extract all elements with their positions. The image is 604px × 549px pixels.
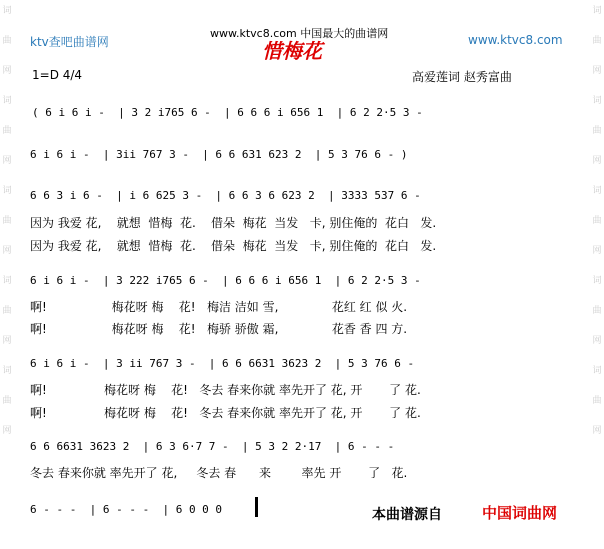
lyric-line-4b: 啊! 梅花呀 梅 花! 梅骄 骄傲 霜, 花香 香 四 方. — [30, 322, 408, 336]
watermark-char: 词 — [2, 366, 12, 376]
watermark-char: 词 — [592, 366, 602, 376]
watermark-char: 网 — [592, 246, 602, 256]
watermark-char: 曲 — [592, 306, 602, 316]
watermark-char: 网 — [2, 66, 12, 76]
source-brand: 中国词曲网 — [482, 504, 558, 522]
song-title: 惜梅花 — [262, 39, 322, 63]
left-watermark-column — [0, 0, 14, 549]
lyric-line-5a: 啊! 梅花呀 梅 花! 冬去 春来你就 率先开了 花, 开 了 花. — [30, 383, 421, 397]
score-line-3: 6 6 3 i 6 - | i 6 625 3 - | 6 6 3 6 623 2 | 3333 537 6 - — [30, 189, 421, 202]
source-label: 本曲谱源自 — [372, 507, 442, 523]
watermark-char: 曲 — [592, 216, 602, 226]
watermark-char: 曲 — [592, 36, 602, 46]
watermark-char: 词 — [592, 6, 602, 16]
score-line-4: 6 i 6 i - | 3 222 i765 6 - | 6 6 6 i 656 1 | 6 2 2·5 3 - — [30, 274, 421, 287]
watermark-char: 曲 — [2, 126, 12, 136]
score-line-2: 6 i 6 i - | 3ii 767 3 - | 6 6 631 623 2 | 5 3 76 6 - ) — [30, 148, 408, 161]
watermark-char: 网 — [2, 246, 12, 256]
lyric-line-4a: 啊! 梅花呀 梅 花! 梅洁 洁如 雪, 花红 红 似 火. — [30, 300, 408, 314]
watermark-char: 词 — [592, 276, 602, 286]
watermark-char: 网 — [2, 336, 12, 346]
watermark-char: 网 — [592, 426, 602, 436]
watermark-char: 曲 — [2, 396, 12, 406]
lyric-line-6: 冬去 春来你就 率先开了 花, 冬去 春 来 率先 开 了 花. — [30, 466, 408, 480]
watermark-char: 网 — [2, 426, 12, 436]
score-line-6: 6 6 6631 3623 2 | 6 3 6·7 7 - | 5 3 2 2·17 | 6 - - - — [30, 440, 395, 453]
right-watermark-column — [590, 0, 604, 549]
score-line-1: ( 6 i 6 i - | 3 2 i765 6 - | 6 6 6 i 656 1 | 6 2 2·5 3 - — [32, 106, 423, 119]
lyric-line-3a: 因为 我爱 花, 就想 惜梅 花. 借朵 梅花 当发 卡, 别住俺的 花白 发. — [30, 216, 437, 230]
key-signature: 1=D 4/4 — [32, 68, 83, 82]
score-line-7: 6 - - - | 6 - - - | 6 0 0 0 — [30, 503, 223, 516]
watermark-char: 词 — [2, 96, 12, 106]
watermark-char: 网 — [592, 336, 602, 346]
watermark-char: 曲 — [2, 36, 12, 46]
lyric-line-5b: 啊! 梅花呀 梅 花! 冬去 春来你就 率先开了 花, 开 了 花. — [30, 406, 421, 420]
watermark-char: 曲 — [2, 216, 12, 226]
watermark-char: 曲 — [2, 306, 12, 316]
watermark-char: 网 — [592, 156, 602, 166]
watermark-char: 词 — [592, 186, 602, 196]
watermark-char: 曲 — [592, 126, 602, 136]
watermark-char: 曲 — [592, 396, 602, 406]
final-barline — [255, 497, 258, 517]
watermark-char: 词 — [2, 276, 12, 286]
watermark-char: 词 — [592, 96, 602, 106]
watermark-char: 词 — [2, 6, 12, 16]
score-line-5: 6 i 6 i - | 3 ii 767 3 - | 6 6 6631 3623 2 | 5 3 76 6 - — [30, 357, 415, 370]
watermark-char: 网 — [2, 156, 12, 166]
site-url-right: www.ktvc8.com — [468, 33, 563, 47]
song-credits: 高爱莲词 赵秀富曲 — [412, 70, 512, 84]
site-name-left: ktv查吧曲谱网 — [30, 35, 109, 49]
lyric-line-3b: 因为 我爱 花, 就想 惜梅 花. 借朵 梅花 当发 卡, 别住俺的 花白 发. — [30, 239, 437, 253]
watermark-char: 网 — [592, 66, 602, 76]
site-banner: www.ktvc8.com 中国最大的曲谱网 — [210, 27, 389, 40]
watermark-char: 词 — [2, 186, 12, 196]
